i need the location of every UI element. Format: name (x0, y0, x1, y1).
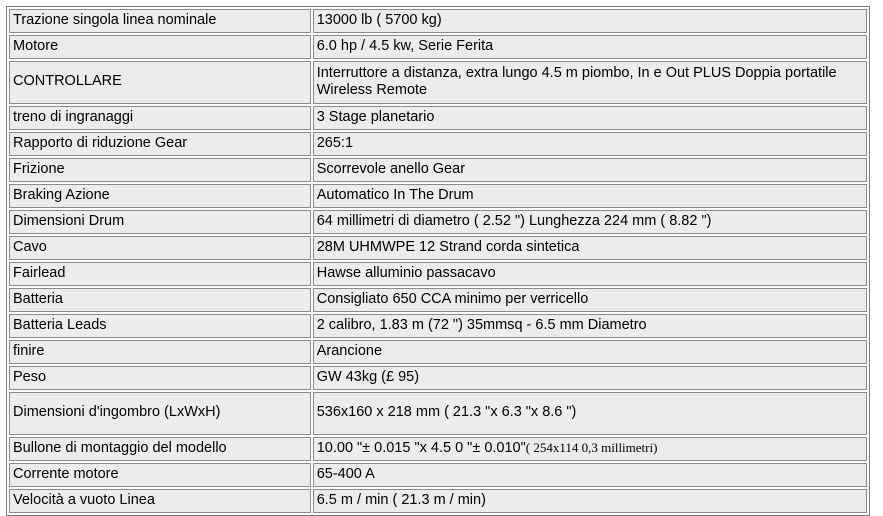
table-row (9, 437, 867, 461)
spec-label: Dimensioni Drum (9, 210, 311, 234)
table-row (9, 61, 867, 104)
spec-label: Frizione (9, 158, 311, 182)
spec-value: Interruttore a distanza, extra lungo 4.5 m piombo, In e Out PLUS Doppia portatile Wireless Remote (313, 61, 867, 104)
spec-label: Rapporto di riduzione Gear (9, 132, 311, 156)
spec-value: 6.5 m / min ( 21.3 m / min) (313, 489, 867, 513)
spec-table (6, 6, 870, 516)
table-row (9, 106, 867, 130)
spec-value: Consigliato 650 CCA minimo per verricello (313, 288, 867, 312)
spec-label: Motore (9, 35, 311, 59)
spec-value: 6.0 hp / 4.5 kw, Serie Ferita (313, 35, 867, 59)
spec-value: 2 calibro, 1.83 m (72 ") 35mmsq - 6.5 mm Diametro (313, 314, 867, 338)
spec-value: 536x160 x 218 mm ( 21.3 "x 6.3 "x 8.6 ") (313, 392, 867, 435)
table-row (9, 35, 867, 59)
spec-label: treno di ingranaggi (9, 106, 311, 130)
spec-label: Cavo (9, 236, 311, 260)
spec-label: Bullone di montaggio del modello (9, 437, 311, 461)
table-row (9, 9, 867, 33)
table-row (9, 210, 867, 234)
table-row (9, 184, 867, 208)
spec-label: Velocità a vuoto Linea (9, 489, 311, 513)
spec-value-suffix: ( 254x114 0,3 millimetri) (525, 440, 658, 456)
table-row (9, 262, 867, 286)
spec-value: 13000 lb ( 5700 kg) (313, 9, 867, 33)
spec-value: 64 millimetri di diametro ( 2.52 ") Lunghezza 224 mm ( 8.82 ") (313, 210, 867, 234)
table-row (9, 288, 867, 312)
spec-value: Hawse alluminio passacavo (313, 262, 867, 286)
table-row (9, 132, 867, 156)
table-row (9, 158, 867, 182)
spec-value: GW 43kg (£ 95) (313, 366, 867, 390)
spec-value (313, 437, 867, 461)
spec-label: Braking Azione (9, 184, 311, 208)
spec-label: Trazione singola linea nominale (9, 9, 311, 33)
spec-value: 28M UHMWPE 12 Strand corda sintetica (313, 236, 867, 260)
spec-label: Corrente motore (9, 463, 311, 487)
spec-value-main: 10.00 "± 0.015 "x 4.5 0 "± 0.010" (316, 440, 526, 457)
spec-label: Dimensioni d'ingombro (LxWxH) (9, 392, 311, 435)
table-row (9, 340, 867, 364)
spec-value: 65-400 A (313, 463, 867, 487)
table-row (9, 489, 867, 513)
spec-value: 265:1 (313, 132, 867, 156)
table-row (9, 314, 867, 338)
spec-label: CONTROLLARE (9, 61, 311, 104)
spec-label: Batteria Leads (9, 314, 311, 338)
spec-value: 3 Stage planetario (313, 106, 867, 130)
table-row (9, 392, 867, 435)
spec-value: Scorrevole anello Gear (313, 158, 867, 182)
spec-label: Fairlead (9, 262, 311, 286)
table-row (9, 236, 867, 260)
table-row (9, 463, 867, 487)
spec-label: Peso (9, 366, 311, 390)
table-row (9, 366, 867, 390)
spec-value: Automatico In The Drum (313, 184, 867, 208)
spec-label: Batteria (9, 288, 311, 312)
spec-value: Arancione (313, 340, 867, 364)
spec-label: finire (9, 340, 311, 364)
